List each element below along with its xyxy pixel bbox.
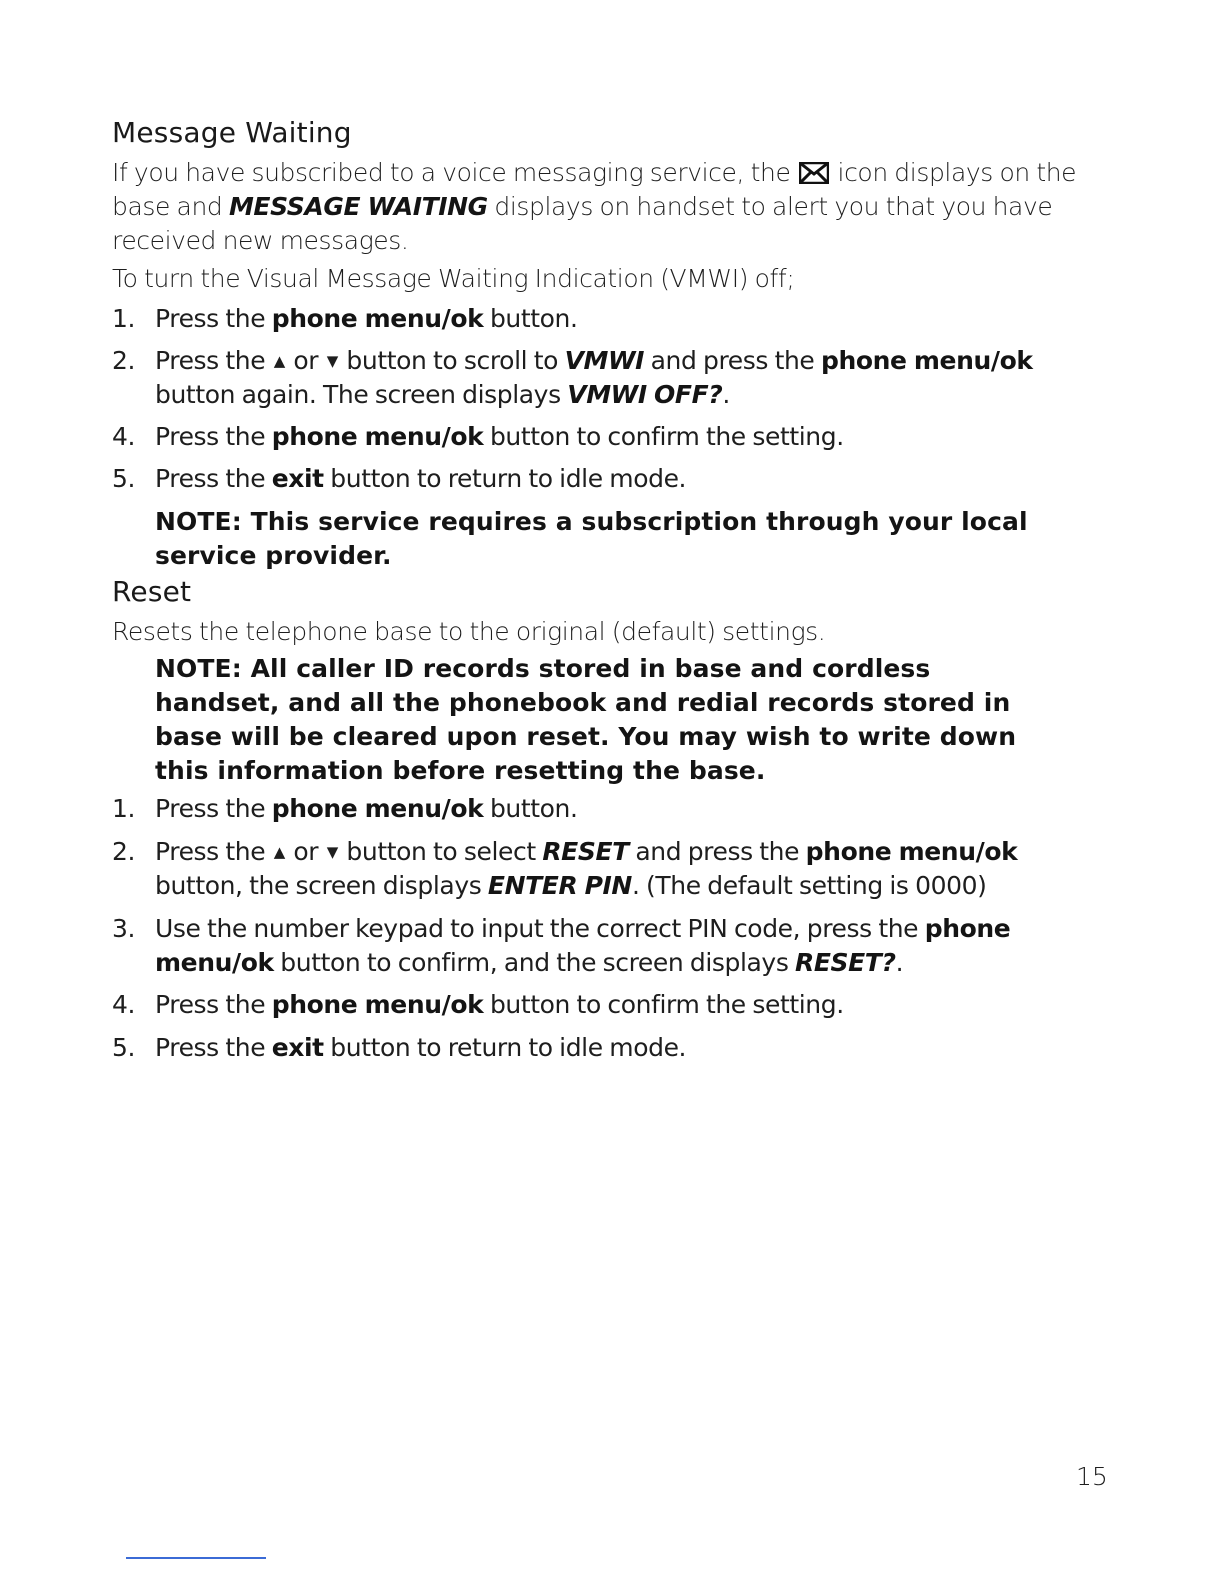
- button-name: phone menu/ok: [271, 422, 484, 451]
- step-text: . (The default setting is 0000): [631, 871, 987, 900]
- button-name: phone menu/ok: [271, 794, 484, 823]
- down-arrow-icon: ▼: [326, 843, 338, 861]
- turn-off-instruction: To turn the Visual Message Waiting Indication (VMWI) off;: [112, 264, 795, 293]
- step-text: Press the: [155, 346, 266, 375]
- button-name: exit: [271, 464, 324, 493]
- menu-item-name: RESET: [542, 837, 629, 866]
- screen-display: RESET?: [795, 948, 896, 977]
- button-name: exit: [271, 1033, 324, 1062]
- button-name: phone menu/ok: [155, 914, 1011, 977]
- step-text: Press the: [155, 304, 266, 333]
- step-text: button to confirm the setting.: [489, 990, 844, 1019]
- step-number: 5.: [112, 464, 136, 493]
- step-text: button to select: [346, 837, 536, 866]
- step-text: button.: [489, 794, 578, 823]
- down-arrow-icon: ▼: [326, 352, 338, 370]
- step-number: 4.: [112, 422, 136, 451]
- step-text: Use the number keypad to input the correct PIN code, press the: [155, 914, 919, 943]
- menu-item-name: VMWI: [564, 346, 645, 375]
- step-text: button to confirm the setting.: [489, 422, 844, 451]
- list-item: [112, 835, 1102, 903]
- button-name: phone menu/ok: [271, 990, 484, 1019]
- list-item: [112, 462, 1102, 496]
- list-item: [112, 792, 1102, 826]
- button-name: phone menu/ok: [820, 346, 1033, 375]
- step-text: button.: [489, 304, 578, 333]
- button-name: phone menu/ok: [805, 837, 1018, 866]
- step-text: or: [293, 837, 319, 866]
- step-text: .: [722, 380, 730, 409]
- section-heading-reset: Reset: [112, 575, 192, 608]
- step-text: and press the: [650, 346, 815, 375]
- screen-display: ENTER PIN: [487, 871, 632, 900]
- up-arrow-icon: ▲: [273, 843, 285, 861]
- envelope-icon: [799, 162, 829, 184]
- up-arrow-icon: ▲: [273, 352, 285, 370]
- intro-text: If you have subscribed to a voice messaging service, the: [112, 158, 791, 187]
- list-item: [112, 344, 1102, 412]
- message-waiting-intro: [112, 156, 1112, 258]
- section-heading-message-waiting: Message Waiting: [112, 116, 352, 149]
- list-item: [112, 302, 1102, 336]
- step-text: Press the: [155, 990, 266, 1019]
- screen-display: VMWI OFF?: [567, 380, 723, 409]
- note-subscription: NOTE: This service requires a subscription through your local service provider.: [155, 507, 1028, 570]
- list-item: [112, 420, 1102, 454]
- reset-intro: Resets the telephone base to the original (default) settings.: [112, 617, 826, 646]
- list-item: [112, 988, 1102, 1022]
- note-reset-warning: NOTE: All caller ID records stored in base and cordless handset, and all the phonebook and redial records stored in base will be cleared upon reset. You may wish to write down this information before resetting the base.: [155, 654, 1017, 785]
- message-waiting-display: MESSAGE WAITING: [228, 192, 488, 221]
- step-number: 1.: [112, 304, 136, 333]
- step-text: Press the: [155, 1033, 266, 1062]
- list-item: [112, 1031, 1102, 1065]
- step-number: 3.: [112, 914, 136, 943]
- step-text: button to return to idle mode.: [330, 1033, 687, 1062]
- step-text: button to return to idle mode.: [330, 464, 687, 493]
- list-item: [112, 912, 1102, 980]
- step-text: Press the: [155, 422, 266, 451]
- step-text: or: [293, 346, 319, 375]
- step-text: button to confirm, and the screen displays: [280, 948, 789, 977]
- step-text: button to scroll to: [346, 346, 559, 375]
- intro-text: icon displays on the base and: [112, 158, 1077, 221]
- step-text: button again. The screen displays: [155, 380, 561, 409]
- intro-text: displays on handset to alert you that you have received new messages.: [112, 192, 1053, 255]
- step-text: Press the: [155, 794, 266, 823]
- step-text: button, the screen displays: [155, 871, 482, 900]
- step-number: 2.: [112, 346, 136, 375]
- step-text: Press the: [155, 464, 266, 493]
- step-number: 4.: [112, 990, 136, 1019]
- step-number: 5.: [112, 1033, 136, 1062]
- button-name: phone menu/ok: [271, 304, 484, 333]
- step-number: 1.: [112, 794, 136, 823]
- page-number: 15: [1076, 1462, 1108, 1491]
- footer-divider: [126, 1557, 266, 1559]
- step-text: Press the: [155, 837, 266, 866]
- step-text: and press the: [635, 837, 800, 866]
- step-number: 2.: [112, 837, 136, 866]
- step-text: .: [895, 948, 904, 977]
